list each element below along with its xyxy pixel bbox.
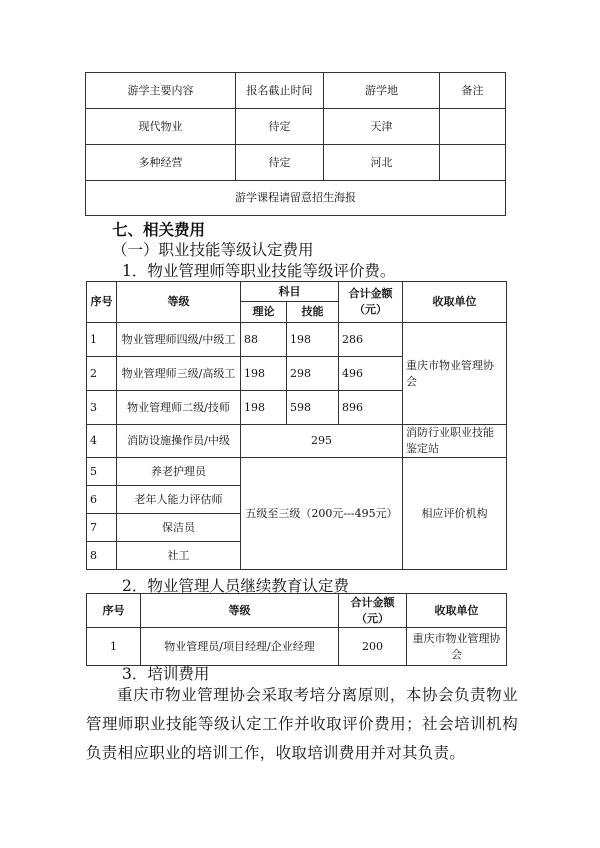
table-row: 1 物业管理师四级/中级工 88 198 286 重庆市物业管理协会	[87, 323, 507, 357]
header-level: 等级	[117, 282, 241, 323]
header-total: 合计金额（元）	[339, 282, 403, 323]
header-unit: 收取单位	[407, 594, 507, 628]
header-remark: 备注	[440, 73, 506, 109]
header-no: 序号	[87, 594, 141, 628]
table-row: 1 物业管理员/项目经理/企业经理 200 重庆市物业管理协会	[87, 628, 507, 666]
unit-evaluation: 相应评价机构	[403, 458, 507, 570]
table-row: 4 消防设施操作员/中级 295 消防行业职业技能鉴定站	[87, 425, 507, 458]
item-1-title: 1．物业管理师等职业技能等级评价费。	[122, 262, 396, 280]
header-theory: 理论	[241, 302, 287, 323]
header-total: 合计金额（元）	[339, 594, 407, 628]
header-deadline: 报名截止时间	[236, 73, 324, 109]
header-location: 游学地	[324, 73, 440, 109]
table-row: 8 社工	[87, 542, 507, 570]
header-unit: 收取单位	[403, 282, 507, 323]
table-row: 7 保洁员	[87, 514, 507, 542]
table-row: 5 养老护理员 五级至三级（200元---495元） 相应评价机构	[87, 458, 507, 486]
unit-association: 重庆市物业管理协会	[403, 323, 507, 425]
table-row: 多种经营 待定 河北	[86, 145, 506, 181]
item-2-title: 2．物业管理人员继续教育认定费	[122, 577, 349, 595]
header-subject: 科目	[241, 282, 339, 302]
fee-table	[86, 281, 507, 570]
table-row: 2 物业管理师三级/高级工 198 298 496	[87, 357, 507, 391]
subsection-title: （一）职业技能等级认定费用	[112, 241, 314, 259]
study-tour-note: 游学课程请留意招生海报	[86, 181, 506, 216]
table-row: 现代物业 待定 天津	[86, 109, 506, 145]
training-paragraph: 重庆市物业管理协会采取考培分离原则，本协会负责物业管理师职业技能等级认定工作并收取评价费用；社会培训机构负责相应职业的培训工作，收取培训费用并对其负责。	[86, 686, 518, 762]
range-5-8: 五级至三级（200元---495元）	[241, 458, 403, 570]
item-3-title: 3．培训费用	[122, 665, 210, 683]
header-no: 序号	[87, 282, 117, 323]
header-content: 游学主要内容	[86, 73, 236, 109]
header-level: 等级	[141, 594, 339, 628]
header-skill: 技能	[287, 302, 339, 323]
table-row: 3 物业管理师二级/技师 198 598 896	[87, 391, 507, 425]
section-title: 七、相关费用	[112, 220, 206, 239]
table-row: 6 老年人能力评估师	[87, 486, 507, 514]
study-tour-table	[85, 72, 506, 216]
ce-table	[86, 593, 507, 666]
